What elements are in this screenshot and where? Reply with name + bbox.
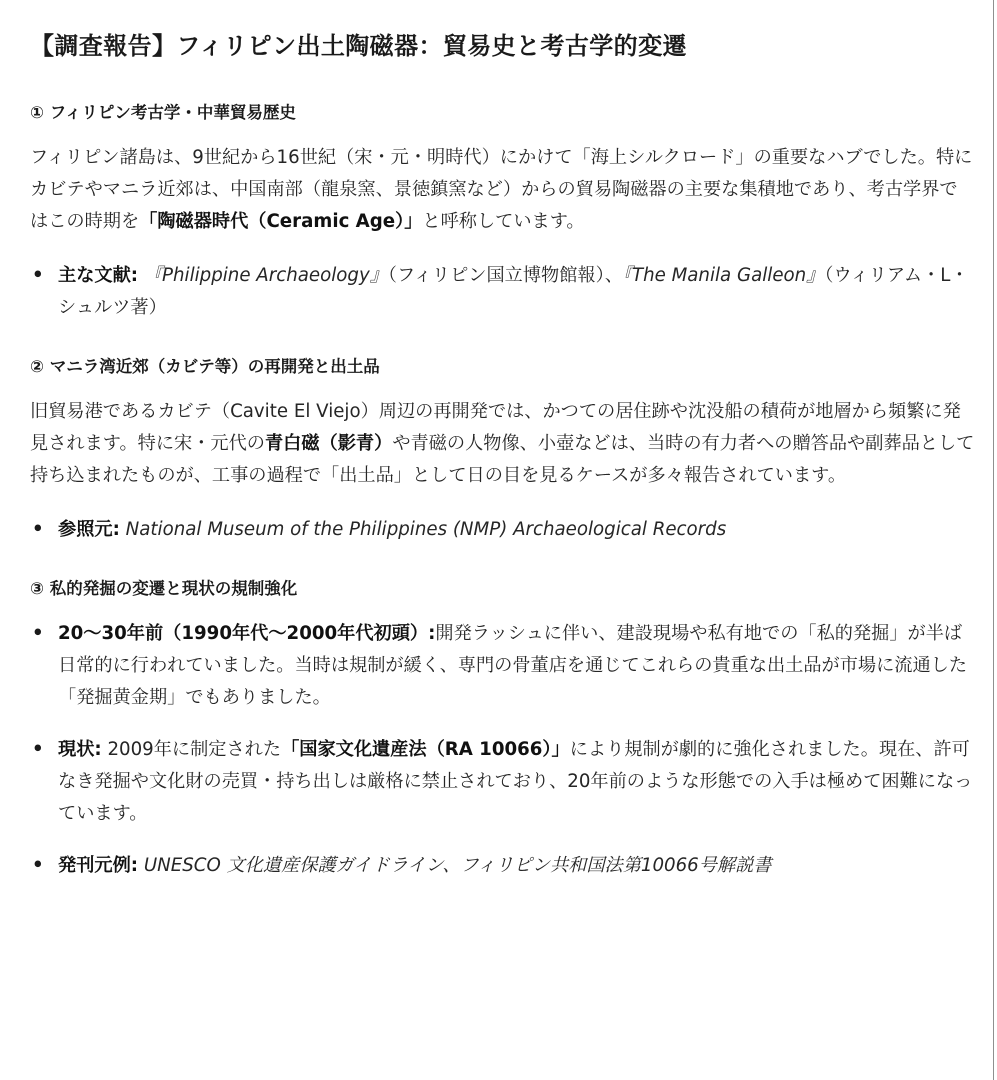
bullet-publisher-examples xyxy=(30,850,975,882)
section-2-heading: ② マニラ湾近郊（カビテ等）の再開発と出土品 xyxy=(30,357,380,376)
section-2-text-1: 旧貿易港であるカビテ（Cavite El Viejo）周辺の再開発では、かつての居住跡や沈没船の積荷が地層から頻繁に発見されます。特に宋・元代の xyxy=(30,401,961,454)
bullet-label: 現状: xyxy=(58,739,102,760)
section-3-heading: ③ 私的発掘の変遷と現状の規制強化 xyxy=(30,579,298,598)
section-1-bullet-list xyxy=(30,260,975,324)
report-body xyxy=(30,24,975,882)
bullet-current-status xyxy=(30,734,975,830)
section-2-paragraph xyxy=(30,396,975,492)
section-2-text-2: や青磁の人物像、小壺などは、当時の有力者への贈答品や副葬品として持ち込まれたものが、工事の過程で「出土品」として日の目を見るケースが多々報告されています。 xyxy=(30,433,975,486)
section-1-heading: ① フィリピン考古学・中華貿易歴史 xyxy=(30,103,296,122)
section-1-text-2: と呼称しています。 xyxy=(422,211,585,232)
bullet-text-2: により規制が劇的に強化されました。現在、許可なき発掘や文化財の売買・持ち出しは厳格に禁止されており、20年前のような形態での入手は極めて困難になっています。 xyxy=(58,739,973,824)
reference-title-1: 『Philippine Archaeology』 xyxy=(143,265,388,286)
section-2-emphasis: 青白磁（影青） xyxy=(264,433,393,454)
bullet-label: 20〜30年前（1990年代〜2000年代初頭）: xyxy=(58,623,436,644)
section-3-bullet-list xyxy=(30,618,975,882)
section-2-bullet-list xyxy=(30,514,975,546)
section-1-emphasis: 「陶磁器時代（Ceramic Age）」 xyxy=(139,211,423,232)
bullet-label: 主な文献: xyxy=(58,265,139,286)
reference-note-2: （ウィリアム・L・シュルツ著） xyxy=(58,265,969,318)
section-1-text-1: フィリピン諸島は、9世紀から16世紀（宋・元・明時代）にかけて「海上シルクロード」の重要なハブでした。特にカビテやマニラ近郊は、中国南部（龍泉窯、景徳鎮窯など）からの貿易陶磁器の主要な集積地であり、考古学界ではこの時期を xyxy=(30,147,973,232)
bullet-past-excavation xyxy=(30,618,975,714)
bullet-reference-source xyxy=(30,514,975,546)
bullet-main-references xyxy=(30,260,975,324)
bullet-label: 参照元: xyxy=(58,519,120,540)
reference-title-2: 『The Manila Galleon』 xyxy=(622,265,825,286)
reference-note-1: （フィリピン国立博物館報）、 xyxy=(387,265,623,286)
reference-source-title: National Museum of the Philippines (NMP) Archaeological Records xyxy=(125,519,727,540)
section-1-paragraph xyxy=(30,142,975,238)
report-title: 【調査報告】フィリピン出土陶磁器：貿易史と考古学的変遷 xyxy=(30,32,687,60)
bullet-text-1: 2009年に制定された xyxy=(107,739,282,760)
bullet-text: 開発ラッシュに伴い、建設現場や私有地での「私的発掘」が半ば日常的に行われていました。当時は規制が緩く、専門の骨董店を通じてこれらの貴重な出土品が市場に流通した「発掘黄金期」でもありました。 xyxy=(58,623,968,708)
bullet-label: 発刊元例: xyxy=(58,855,139,876)
publisher-titles: UNESCO 文化遺産保護ガイドライン、フィリピン共和国法第10066号解説書 xyxy=(143,855,772,876)
law-name-emphasis: 「国家文化遺産法（RA 10066）」 xyxy=(281,739,570,760)
